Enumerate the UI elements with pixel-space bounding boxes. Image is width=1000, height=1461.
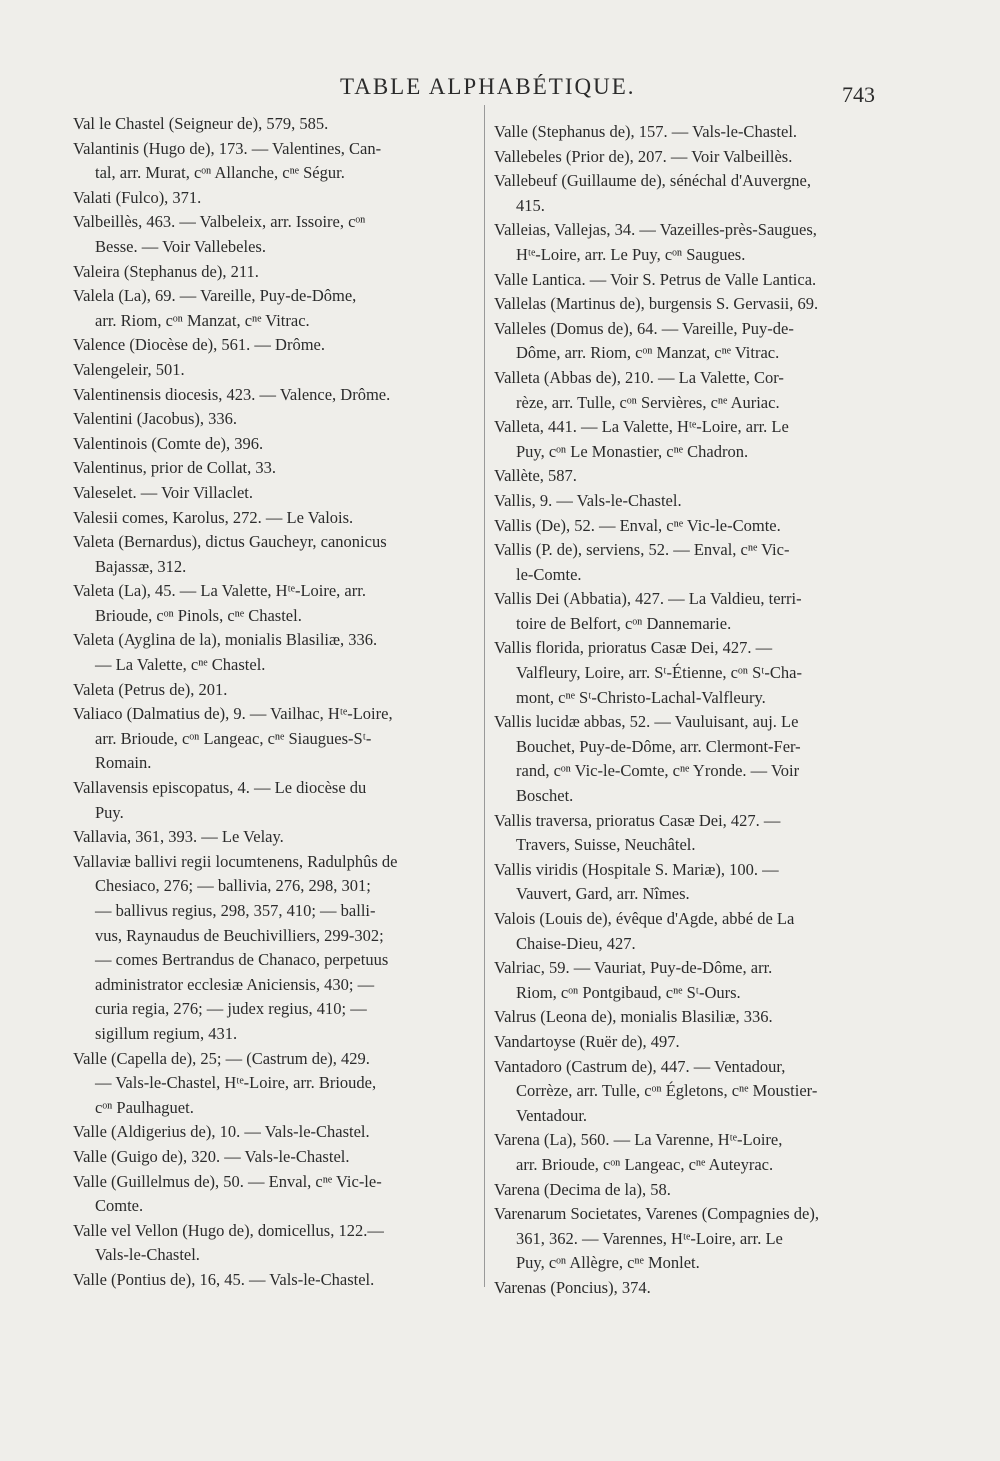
index-entry-line: Varena (Decima de la), 58.	[494, 1179, 671, 1199]
index-entry	[73, 112, 465, 137]
index-entry	[73, 260, 465, 285]
index-entry-line: rand, cᵒⁿ Vic-le-Comte, cⁿᵉ Yronde. — Voir	[516, 761, 800, 781]
index-entry-line: Vallis traversa, prioratus Casæ Dei, 427. —	[494, 810, 781, 830]
index-entry	[73, 628, 465, 677]
index-entry	[494, 415, 890, 464]
index-entry	[73, 432, 465, 457]
index-entry	[73, 481, 465, 506]
index-entry-line: Vallis florida, prioratus Casæ Dei, 427. —	[494, 638, 773, 658]
index-entry-line: toire de Belfort, cᵒⁿ Dannemarie.	[516, 613, 732, 633]
index-entry-line: Ventadour.	[516, 1105, 588, 1125]
index-entry-line: Valentinus, prior de Collat, 33.	[73, 458, 277, 478]
index-entry-line: 415.	[516, 195, 545, 215]
index-entry-line: Valle (Stephanus de), 157. — Vals-le-Chastel.	[494, 122, 798, 141]
index-entry-line: — Vals-le-Chastel, Hᵗᵉ-Loire, arr. Brioude,	[95, 1073, 377, 1093]
index-entry-line: Valeta (La), 45. — La Valette, Hᵗᵉ-Loire, arr.	[73, 581, 366, 601]
index-entry-line: Valentinensis diocesis, 423. — Valence, Drôme.	[73, 384, 391, 404]
index-entry-line: Valle (Capella de), 25; — (Castrum de), 429.	[73, 1048, 370, 1068]
index-entry	[73, 776, 465, 825]
index-entry	[73, 678, 465, 703]
index-entry-line: Vauvert, Gard, arr. Nîmes.	[516, 884, 690, 904]
index-entry-line: Valois (Louis de), évêque d'Agde, abbé de La	[494, 909, 795, 928]
index-entry-line: Vallebeuf (Guillaume de), sénéchal d'Auvergne,	[494, 171, 811, 191]
index-entry-line: Valela (La), 69. — Vareille, Puy-de-Dôme,	[73, 286, 357, 306]
index-entry	[73, 1170, 465, 1219]
index-entry-line: Vandartoyse (Ruër de), 497.	[494, 1031, 680, 1051]
index-entry	[73, 137, 465, 186]
index-entry-line: Valeselet. — Voir Villaclet.	[73, 482, 254, 502]
index-entry-line: Valeta (Petrus de), 201.	[73, 679, 228, 699]
index-entry-line: Vallis (P. de), serviens, 52. — Enval, cⁿᵉ Vic-	[494, 540, 790, 560]
index-entry-line: Vantadoro (Castrum de), 447. — Ventadour,	[494, 1056, 786, 1076]
index-entry-line: Valleta, 441. — La Valette, Hᵗᵉ-Loire, arr. Le	[494, 417, 789, 437]
index-entry-line: — ballivus regius, 298, 357, 410; — balli-	[95, 901, 376, 920]
index-entry	[494, 538, 890, 587]
index-entry-line: Corrèze, arr. Tulle, cᵒⁿ Égletons, cⁿᵉ Moustier-	[516, 1081, 818, 1101]
right-column	[494, 120, 890, 1301]
index-entry	[494, 268, 890, 293]
index-entry-line: Valle (Guigo de), 320. — Vals-le-Chastel.	[73, 1146, 350, 1166]
index-entry-line: Puy, cᵒⁿ Allègre, cⁿᵉ Monlet.	[516, 1253, 700, 1273]
index-entry-line: Vallis, 9. — Vals-le-Chastel.	[494, 490, 682, 510]
index-entry-line: Boschet.	[516, 786, 574, 806]
index-entry-line: Varena (La), 560. — La Varenne, Hᵗᵉ-Loire,	[494, 1130, 783, 1150]
index-entry-line: Valleta (Abbas de), 210. — La Valette, Cor-	[494, 367, 784, 387]
index-entry-line: arr. Riom, cᵒⁿ Manzat, cⁿᵉ Vitrac.	[95, 310, 310, 330]
index-entry-line: Val le Chastel (Seigneur de), 579, 585.	[73, 114, 329, 133]
index-entry-line: Chaise-Dieu, 427.	[516, 933, 636, 953]
index-entry-line: vus, Raynaudus de Beuchivilliers, 299-302;	[95, 925, 384, 945]
index-entry	[73, 1120, 465, 1145]
index-entry	[73, 284, 465, 333]
index-entry-line: Valantinis (Hugo de), 173. — Valentines, Can-	[73, 138, 382, 158]
index-entry	[494, 1202, 890, 1276]
index-entry	[73, 1145, 465, 1170]
index-entry	[73, 506, 465, 531]
index-entry-line: rèze, arr. Tulle, cᵒⁿ Servières, cⁿᵉ Auriac.	[516, 392, 780, 412]
index-entry	[494, 489, 890, 514]
index-entry-line: — La Valette, cⁿᵉ Chastel.	[95, 655, 266, 675]
index-entry	[73, 850, 465, 1047]
index-entry	[494, 636, 890, 710]
index-entry	[494, 809, 890, 858]
index-entry	[494, 120, 890, 145]
index-entry	[73, 579, 465, 628]
index-entry-line: Valesii comes, Karolus, 272. — Le Valois.	[73, 507, 354, 527]
index-entry	[494, 587, 890, 636]
index-entry-line: Valengeleir, 501.	[73, 359, 185, 379]
index-entry-line: Vallelas (Martinus de), burgensis S. Gervasii, 69.	[494, 294, 819, 314]
index-entry-line: Comte.	[95, 1196, 144, 1216]
index-entry-line: Dôme, arr. Riom, cᵒⁿ Manzat, cⁿᵉ Vitrac.	[516, 343, 780, 363]
index-entry-line: Valeta (Ayglina de la), monialis Blasiliæ, 336.	[73, 630, 378, 650]
index-entry	[494, 292, 890, 317]
left-column	[73, 112, 465, 1293]
index-entry-line: Valbeillès, 463. — Valbeleix, arr. Issoire, cᵒⁿ	[73, 212, 366, 232]
index-entry	[494, 1030, 890, 1055]
index-entry-line: sigillum regium, 431.	[95, 1023, 238, 1043]
index-entry-line: Vallebeles (Prior de), 207. — Voir Valbeillès.	[494, 146, 793, 166]
index-entry	[73, 825, 465, 850]
index-entry	[73, 186, 465, 211]
index-entry-line: Vallète, 587.	[494, 466, 577, 486]
index-entry-line: Vallaviæ ballivi regii locumtenens, Radulphûs de	[73, 851, 398, 871]
index-entry	[73, 358, 465, 383]
index-entry-line: curia regia, 276; — judex regius, 410; —	[95, 999, 367, 1019]
index-entry-line: Valeta (Bernardus), dictus Gaucheyr, canonicus	[73, 532, 387, 552]
index-entry-line: Vals-le-Chastel.	[95, 1245, 200, 1265]
index-entry	[494, 366, 890, 415]
index-entry	[494, 858, 890, 907]
index-entry	[73, 210, 465, 259]
index-entry-line: Vallis (De), 52. — Enval, cⁿᵉ Vic-le-Comte.	[494, 515, 781, 535]
index-entry-line: 361, 362. — Varennes, Hᵗᵉ-Loire, arr. Le	[516, 1228, 783, 1248]
index-entry-line: Valfleury, Loire, arr. Sᵗ-Étienne, cᵒⁿ Sᵗ-Cha-	[516, 663, 802, 683]
index-entry-line: Vallavia, 361, 393. — Le Velay.	[73, 827, 284, 847]
index-entry	[494, 1005, 890, 1030]
index-entry	[494, 218, 890, 267]
index-entry-line: arr. Brioude, cᵒⁿ Langeac, cⁿᵉ Auteyrac.	[516, 1154, 774, 1174]
index-entry-line: Puy.	[95, 802, 124, 822]
index-entry-line: Valeira (Stephanus de), 211.	[73, 261, 259, 281]
index-entry-line: le-Comte.	[516, 564, 582, 584]
index-entry-line: Hᵗᵉ-Loire, arr. Le Puy, cᵒⁿ Saugues.	[516, 244, 746, 264]
index-entry-line: Vallis viridis (Hospitale S. Mariæ), 100. —	[494, 859, 779, 879]
index-entry-line: Riom, cᵒⁿ Pontgibaud, cⁿᵉ Sᵗ-Ours.	[516, 982, 741, 1002]
index-entry	[73, 1047, 465, 1121]
index-entry-line: Valiaco (Dalmatius de), 9. — Vailhac, Hᵗᵉ-Loire,	[73, 704, 393, 724]
index-entry-line: Vallavensis episcopatus, 4. — Le diocèse du	[73, 778, 367, 798]
index-entry-line: Valentini (Jacobus), 336.	[73, 409, 238, 429]
index-entry	[73, 383, 465, 408]
index-entry	[73, 456, 465, 481]
index-entry	[494, 956, 890, 1005]
index-entry	[73, 702, 465, 776]
index-entry	[73, 1268, 465, 1293]
index-entry	[73, 1219, 465, 1268]
index-entry	[494, 145, 890, 170]
index-entry-line: Valati (Fulco), 371.	[73, 187, 202, 207]
index-entry-line: Vallis Dei (Abbatia), 427. — La Valdieu, terri-	[494, 589, 802, 609]
index-entry	[494, 514, 890, 539]
index-entry-line: Valle (Aldigerius de), 10. — Vals-le-Chastel.	[73, 1122, 370, 1142]
index-entry-line: — comes Bertrandus de Chanaco, perpetuus	[95, 950, 389, 970]
index-entry	[73, 333, 465, 358]
index-entry-line: cᵒⁿ Paulhaguet.	[95, 1097, 194, 1117]
index-entry	[494, 710, 890, 808]
index-entry-line: Valrus (Leona de), monialis Blasiliæ, 336.	[494, 1007, 773, 1027]
index-entry-line: Vallis lucidæ abbas, 52. — Vauluisant, auj. Le	[494, 712, 799, 732]
index-entry	[494, 1178, 890, 1203]
running-title: TABLE ALPHABÉTIQUE.	[340, 74, 636, 99]
index-entry-line: Valence (Diocèse de), 561. — Drôme.	[73, 335, 325, 355]
index-entry-line: Valle (Guillelmus de), 50. — Enval, cⁿᵉ Vic-le-	[73, 1171, 382, 1191]
page-number: 743	[842, 82, 875, 107]
index-entry-line: Bouchet, Puy-de-Dôme, arr. Clermont-Fer-	[516, 736, 801, 756]
index-entry	[494, 317, 890, 366]
index-entry-line: Valentinois (Comte de), 396.	[73, 433, 264, 453]
index-entry-line: Varenas (Poncius), 374.	[494, 1277, 651, 1297]
index-entry	[494, 907, 890, 956]
index-entry	[494, 169, 890, 218]
index-entry-line: Valle vel Vellon (Hugo de), domicellus, 122.—	[73, 1220, 384, 1240]
index-entry-line: Valleles (Domus de), 64. — Vareille, Puy-de-	[494, 318, 794, 338]
index-entry	[73, 530, 465, 579]
index-entry-line: administrator ecclesiæ Aniciensis, 430; —	[95, 974, 375, 994]
index-entry-line: arr. Brioude, cᵒⁿ Langeac, cⁿᵉ Siaugues-Sᵗ-	[95, 728, 372, 748]
index-entry-line: Valle (Pontius de), 16, 45. — Vals-le-Chastel.	[73, 1269, 375, 1289]
index-entry-line: Puy, cᵒⁿ Le Monastier, cⁿᵉ Chadron.	[516, 441, 749, 461]
index-entry-line: Romain.	[95, 753, 152, 773]
index-entry-line: Chesiaco, 276; — ballivia, 276, 298, 301;	[95, 876, 371, 896]
index-entry-line: mont, cⁿᵉ Sᵗ-Christo-Lachal-Valfleury.	[516, 687, 766, 707]
index-entry	[73, 407, 465, 432]
index-entry-line: Varenarum Societates, Varenes (Compagnies de),	[494, 1204, 820, 1224]
index-entry-line: Travers, Suisse, Neuchâtel.	[516, 835, 696, 855]
index-entry-line: Valle Lantica. — Voir S. Petrus de Valle Lantica.	[494, 269, 817, 289]
index-entry-line: Valriac, 59. — Vauriat, Puy-de-Dôme, arr.	[494, 958, 773, 978]
index-entry-line: Brioude, cᵒⁿ Pinols, cⁿᵉ Chastel.	[95, 605, 302, 625]
index-entry-line: tal, arr. Murat, cᵒⁿ Allanche, cⁿᵉ Ségur.	[95, 163, 345, 183]
index-entry	[494, 1276, 890, 1301]
index-entry	[494, 464, 890, 489]
index-entry-line: Bajassæ, 312.	[95, 556, 187, 576]
column-divider	[484, 105, 485, 1287]
index-entry	[494, 1055, 890, 1129]
index-entry-line: Valleias, Vallejas, 34. — Vazeilles-près-Saugues,	[494, 220, 817, 240]
index-entry-line: Besse. — Voir Vallebeles.	[95, 236, 266, 256]
index-entry	[494, 1128, 890, 1177]
